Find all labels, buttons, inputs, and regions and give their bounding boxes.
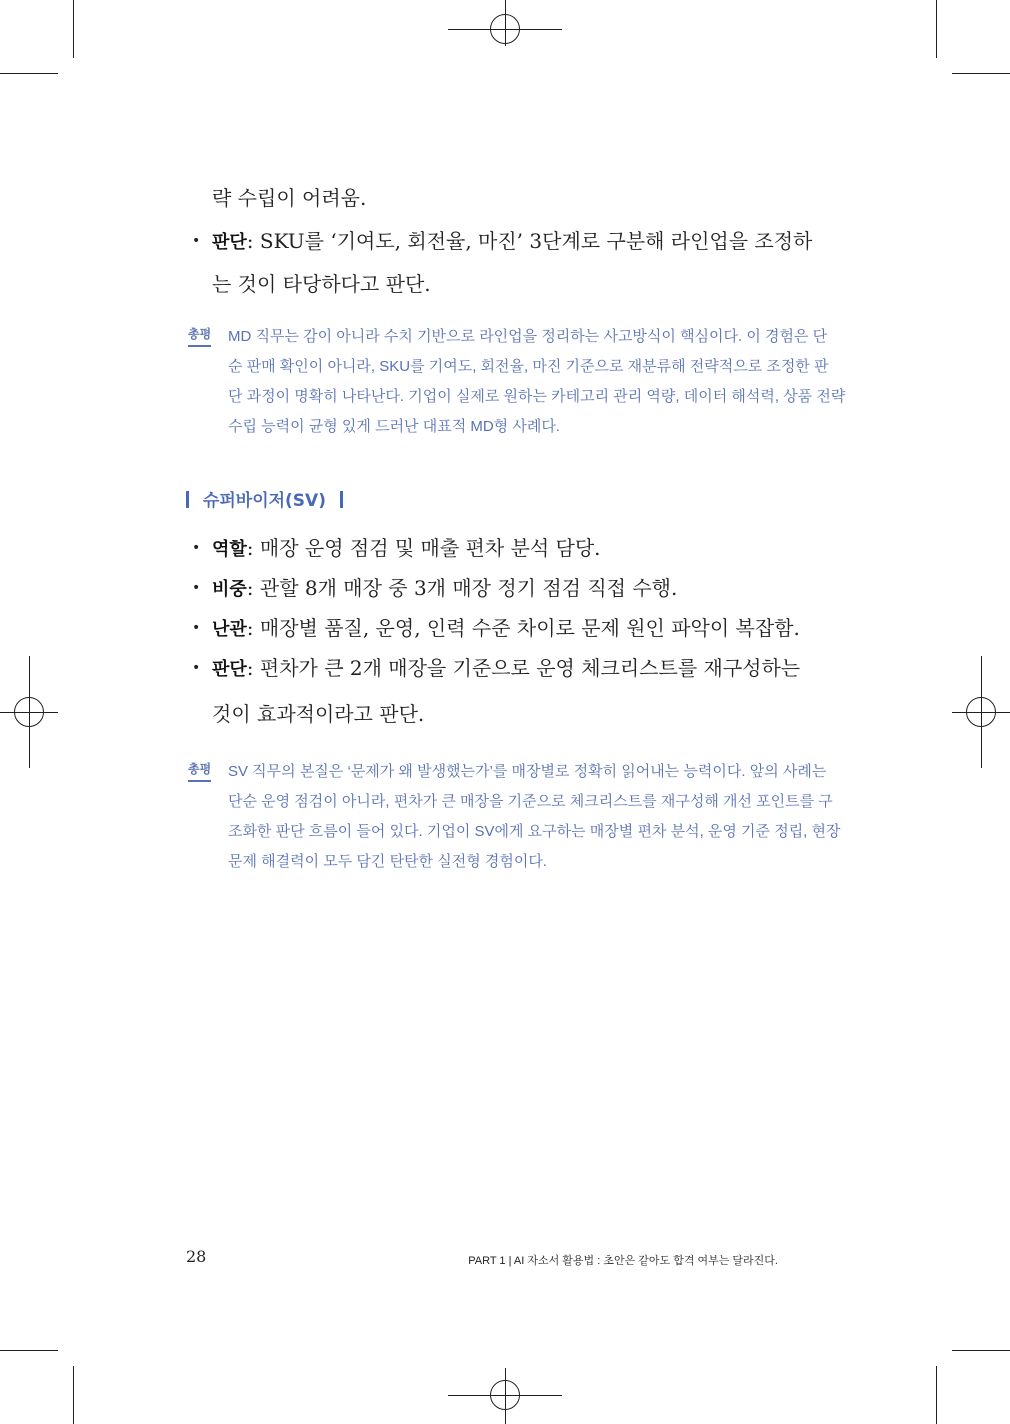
review-text-line: 조화한 판단 흐름이 들어 있다. 기업이 SV에게 요구하는 매장별 편차 분석, 운영 기준 정립, 현장 xyxy=(228,823,841,840)
heading-bar-right xyxy=(340,491,343,508)
body-text-line: 략 수립이 어려움. xyxy=(212,186,367,210)
registration-mark-top-circle xyxy=(490,14,520,44)
bullet-text: : 매장 운영 점검 및 매출 편차 분석 담당. xyxy=(246,536,601,560)
crop-mark-bottom-left-h xyxy=(0,1350,58,1351)
bullet-keyword: 난관 xyxy=(212,619,247,640)
registration-mark-left-circle xyxy=(14,697,44,727)
review-text-line: 문제 해결력이 모두 담긴 탄탄한 실전형 경험이다. xyxy=(228,853,547,870)
crop-mark-bottom-right-h xyxy=(952,1350,1010,1351)
crop-mark-top-left-v xyxy=(73,0,74,58)
heading-bar-left xyxy=(186,491,189,508)
running-footer: PART 1 | AI 자소서 활용법 : 초안은 같아도 합격 여부는 달라진다. xyxy=(468,1255,778,1267)
review-tag: 총평 xyxy=(188,762,212,776)
crop-mark-bottom-right-v xyxy=(936,1366,937,1424)
review-text-line: 단 과정이 명확히 나타난다. 기업이 실제로 원하는 카테고리 관리 역량, 데이터 해석력, 상품 전략 xyxy=(228,388,846,405)
bullet-text: : SKU를 ‘기여도, 회전율, 마진’ 3단계로 구분해 라인업을 조정하 xyxy=(246,229,813,253)
bullet-dot: • xyxy=(192,660,201,676)
bullet-keyword: 판단 xyxy=(212,659,247,680)
review-text-line: 순 판매 확인이 아니라, SKU를 기여도, 회전율, 마진 기준으로 재분류해 전략적으로 조정한 판 xyxy=(228,358,829,375)
section-heading xyxy=(186,486,343,511)
review-text-line: SV 직무의 본질은 ‘문제가 왜 발생했는가’를 매장별로 정확히 읽어내는 능력이다. 앞의 사례는 xyxy=(228,763,827,780)
bullet-dot: • xyxy=(192,233,201,249)
registration-mark-right-circle xyxy=(966,697,996,727)
bullet-keyword: 역할 xyxy=(212,539,247,560)
section-title: 슈퍼바이저(SV) xyxy=(202,491,326,511)
bullet-text: : 편차가 큰 2개 매장을 기준으로 운영 체크리스트를 재구성하는 xyxy=(246,656,801,680)
crop-mark-top-right-h xyxy=(952,73,1010,74)
bullet-dot: • xyxy=(192,580,201,596)
review-text-line: 단순 운영 점검이 아니라, 편차가 큰 매장을 기준으로 체크리스트를 재구성해 개선 포인트를 구 xyxy=(228,793,833,810)
bullet-dot: • xyxy=(192,620,201,636)
registration-mark-bottom-circle xyxy=(490,1380,520,1410)
review-tag: 총평 xyxy=(188,327,212,341)
crop-mark-bottom-left-v xyxy=(73,1366,74,1424)
review-text-line: MD 직무는 감이 아니라 수치 기반으로 라인업을 정리하는 사고방식이 핵심이다. 이 경험은 단 xyxy=(228,328,828,345)
bullet-item-judgment xyxy=(212,227,812,257)
bullet-item-difficulty xyxy=(212,614,800,644)
bullet-keyword: 비중 xyxy=(212,579,247,600)
bullet-item-share xyxy=(212,574,677,604)
bullet-text: : 매장별 품질, 운영, 인력 수준 차이로 문제 원인 파악이 복잡함. xyxy=(246,616,800,640)
page-number: 28 xyxy=(186,1247,207,1266)
body-text-line: 것이 효과적이라고 판단. xyxy=(212,702,425,726)
crop-mark-top-right-v xyxy=(936,0,937,58)
bullet-keyword: 판단 xyxy=(212,232,247,253)
bullet-text: : 관할 8개 매장 중 3개 매장 정기 점검 직접 수행. xyxy=(246,576,678,600)
bullet-dot: • xyxy=(192,540,201,556)
review-text-line: 수립 능력이 균형 있게 드러난 대표적 MD형 사례다. xyxy=(228,418,560,435)
bullet-item-judgment xyxy=(212,654,800,684)
body-text-line: 는 것이 타당하다고 판단. xyxy=(212,272,431,296)
bullet-item-role xyxy=(212,534,601,564)
crop-mark-top-left-h xyxy=(0,73,58,74)
